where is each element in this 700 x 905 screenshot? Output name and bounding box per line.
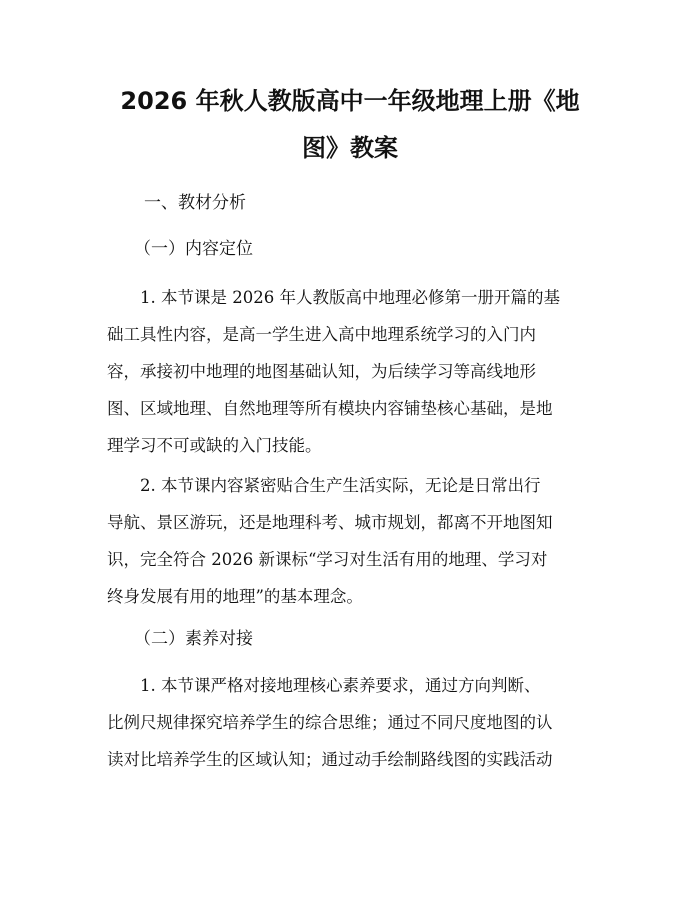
paragraph-line: 理学习不可或缺的入门技能。 xyxy=(107,436,322,455)
subsection-heading-content-positioning: （一）内容定位 xyxy=(134,239,253,259)
paragraph-content-positioning-2 xyxy=(107,467,602,615)
document-title-line-2: 图》教案 xyxy=(302,134,398,162)
subsection-heading-literacy-alignment: （二）素养对接 xyxy=(134,629,253,649)
paragraph-line: 终身发展有用的地理”的基本理念。 xyxy=(107,587,363,606)
paragraph-line: 1. 本节课是 2026 年人教版高中地理必修第一册开篇的基 xyxy=(140,288,560,307)
paragraph-content-positioning-1 xyxy=(107,279,602,464)
document-title-line-1: 2026 年秋人教版高中一年级地理上册《地 xyxy=(120,87,580,115)
paragraph-line: 础工具性内容，是高一学生进入高中地理系统学习的入门内 xyxy=(107,325,536,344)
paragraph-literacy-alignment-1 xyxy=(107,667,602,778)
paragraph-line: 容，承接初中地理的地图基础认知，为后续学习等高线地形 xyxy=(107,362,536,381)
paragraph-line: 读对比培养学生的区域认知；通过动手绘制路线图的实践活动 xyxy=(107,750,553,769)
paragraph-line: 2. 本节课内容紧密贴合生产生活实际，无论是日常出行 xyxy=(140,476,541,495)
paragraph-line: 图、区域地理、自然地理等所有模块内容铺垫核心基础，是地 xyxy=(107,399,553,418)
paragraph-line: 识，完全符合 2026 新课标“学习对生活有用的地理、学习对 xyxy=(107,550,548,569)
paragraph-line: 1. 本节课严格对接地理核心素养要求，通过方向判断、 xyxy=(140,676,541,695)
section-heading-textbook-analysis: 一、教材分析 xyxy=(144,193,246,213)
paragraph-line: 导航、景区游玩，还是地理科考、城市规划，都离不开地图知 xyxy=(107,513,553,532)
paragraph-line: 比例尺规律探究培养学生的综合思维；通过不同尺度地图的认 xyxy=(107,713,553,732)
